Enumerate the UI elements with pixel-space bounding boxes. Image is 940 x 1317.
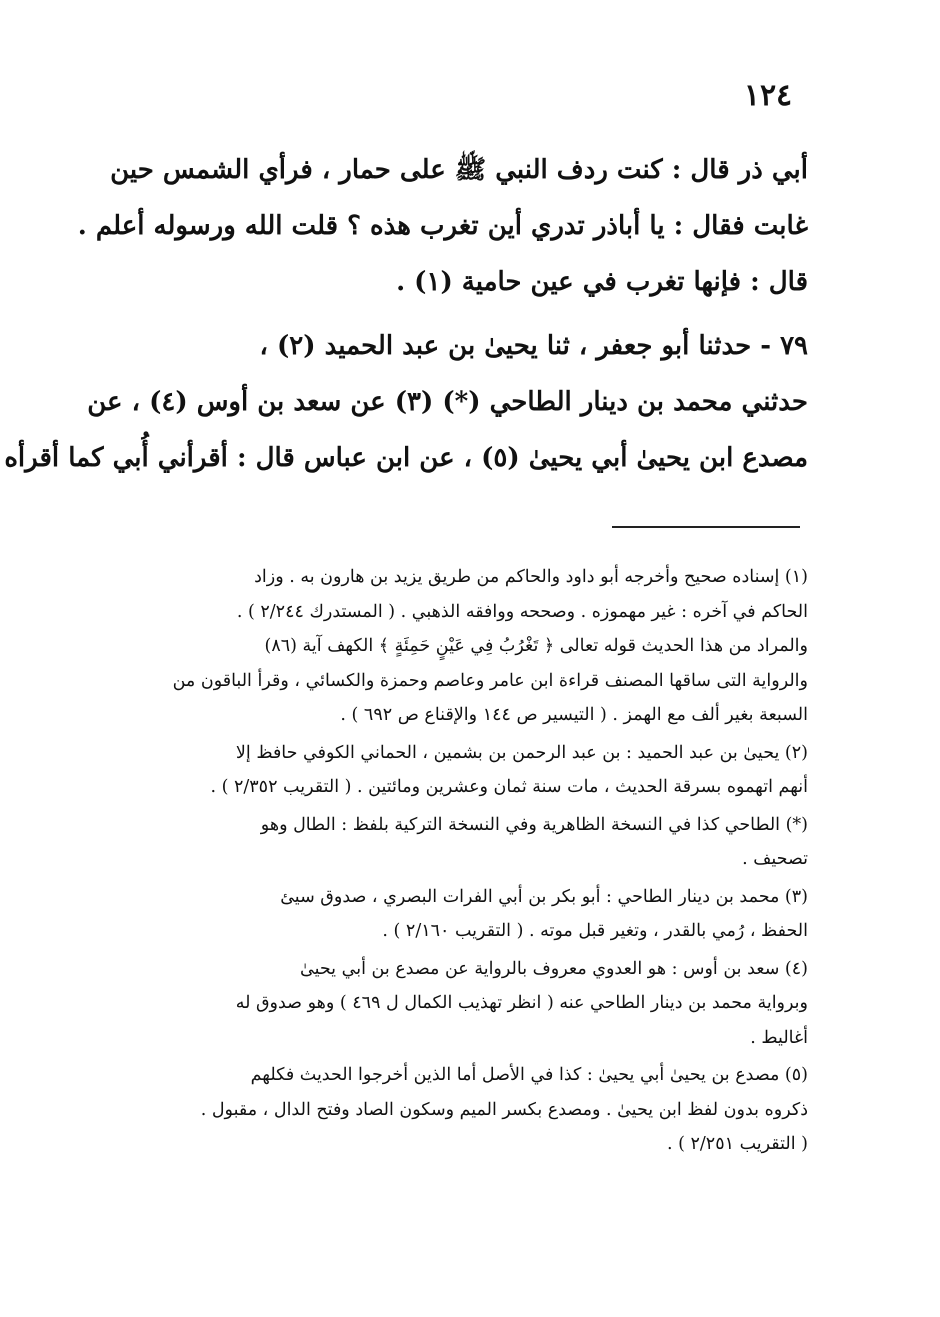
- footnote-line: أغاليط .: [750, 1027, 808, 1048]
- body-line: مصدع ابن يحيىٰ أبي يحيىٰ (٥) ، عن ابن عباس قال : أقرأني أُبي كما أقرأه: [4, 443, 808, 473]
- footnote-3: [134, 880, 808, 949]
- footnotes-section: [134, 560, 808, 1165]
- footnote-line: (٢) يحيىٰ بن عبد الحميد : بن عبد الرحمن بن بشمين ، الحماني الكوفي حافظ إلا: [235, 742, 808, 763]
- footnote-line: (١) إسناده صحيح وأخرجه أبو داود والحاكم من طريق يزيد بن هارون به . وزاد: [254, 567, 808, 587]
- footnote-line: (*) الطاحي كذا في النسخة الظاهرية وفي النسخة التركية بلفظ : الطال وهو: [260, 814, 808, 835]
- body-line: ٧٩ - حدثنا أبو جعفر ، ثنا يحيىٰ بن عبد الحميد (٢) ،: [259, 331, 808, 361]
- footnote-line: والرواية التى ساقها المصنف قراءة ابن عامر وعاصم وحمزة والكسائي ، وقرأ الباقون من: [172, 670, 808, 691]
- footnote-line: ( التقريب ٢/٢٥١ ) .: [666, 1134, 808, 1154]
- footnote-line: (٤) سعد بن أوس : هو العدوي معروف بالرواية عن مصدع بن أبي يحيىٰ: [300, 958, 808, 979]
- footnote-line: ذكروه بدون لفظ ابن يحيىٰ . ومصدع بكسر الميم وسكون الصاد وفتح الدال ، مقبول .: [200, 1099, 808, 1120]
- footnote-line: (٣) محمد بن دينار الطاحي : أبو بكر بن أبي الفرات البصري ، صدوق سيئ: [280, 886, 808, 907]
- footnote-line: تصحيف .: [742, 849, 808, 869]
- body-line: قال : فإنها تغرب في عين حامية (١) .: [396, 267, 808, 297]
- footnote-2: [134, 736, 808, 805]
- footnote-divider: [612, 526, 800, 528]
- footnote-line: والمراد من هذا الحديث قوله تعالى ﴿ تَغْرُبُ فِي عَيْنٍ حَمِئَةٍ ﴾ الكهف آية (٨٦): [264, 636, 808, 656]
- body-line: أبي ذر قال : كنت ردف النبي ﷺ على حمار ، فرأي الشمس حين: [110, 155, 808, 185]
- footnote-1: [134, 560, 808, 733]
- footnote-star: [134, 808, 808, 877]
- body-line: حدثني محمد بن دينار الطاحي (*) (٣) عن سعد بن أوس (٤) ، عن: [87, 387, 808, 417]
- footnote-line: أنهم اتهموه بسرقة الحديث ، مات سنة ثمان وعشرين ومائتين . ( التقريب ٢/٣٥٢ ) .: [210, 777, 808, 797]
- footnote-4: [134, 952, 808, 1056]
- body-paragraph-hadith-79: [4, 318, 808, 486]
- body-line: غابت فقال : يا أباذر تدري أين تغرب هذه ؟ قلت الله ورسوله أعلم .: [77, 211, 808, 241]
- footnote-line: وبرواية محمد بن دينار الطاحي عنه ( انظر تهذيب الكمال ل ٤٦٩ ) وهو صدوق له: [235, 993, 808, 1013]
- footnote-line: الحفظ ، رُمي بالقدر ، وتغير قبل موته . ( التقريب ٢/١٦٠ ) .: [382, 921, 808, 941]
- body-paragraph-1: [77, 142, 808, 310]
- footnote-line: الحاكم في آخره : غير مهموزه . وصححه ووافقه الذهبي . ( المستدرك ٢/٢٤٤ ) .: [236, 601, 808, 622]
- footnote-line: (٥) مصدع بن يحيىٰ أبي يحيىٰ : كذا في الأصل أما الذين أخرجوا الحديث فكلهم: [250, 1065, 808, 1085]
- page-number: ١٢٤: [743, 78, 793, 113]
- footnote-5: [134, 1058, 808, 1162]
- footnote-line: السبعة بغير ألف مع الهمز . ( التيسير ص ١٤٤ والإقناع ص ٦٩٢ ) .: [340, 705, 808, 725]
